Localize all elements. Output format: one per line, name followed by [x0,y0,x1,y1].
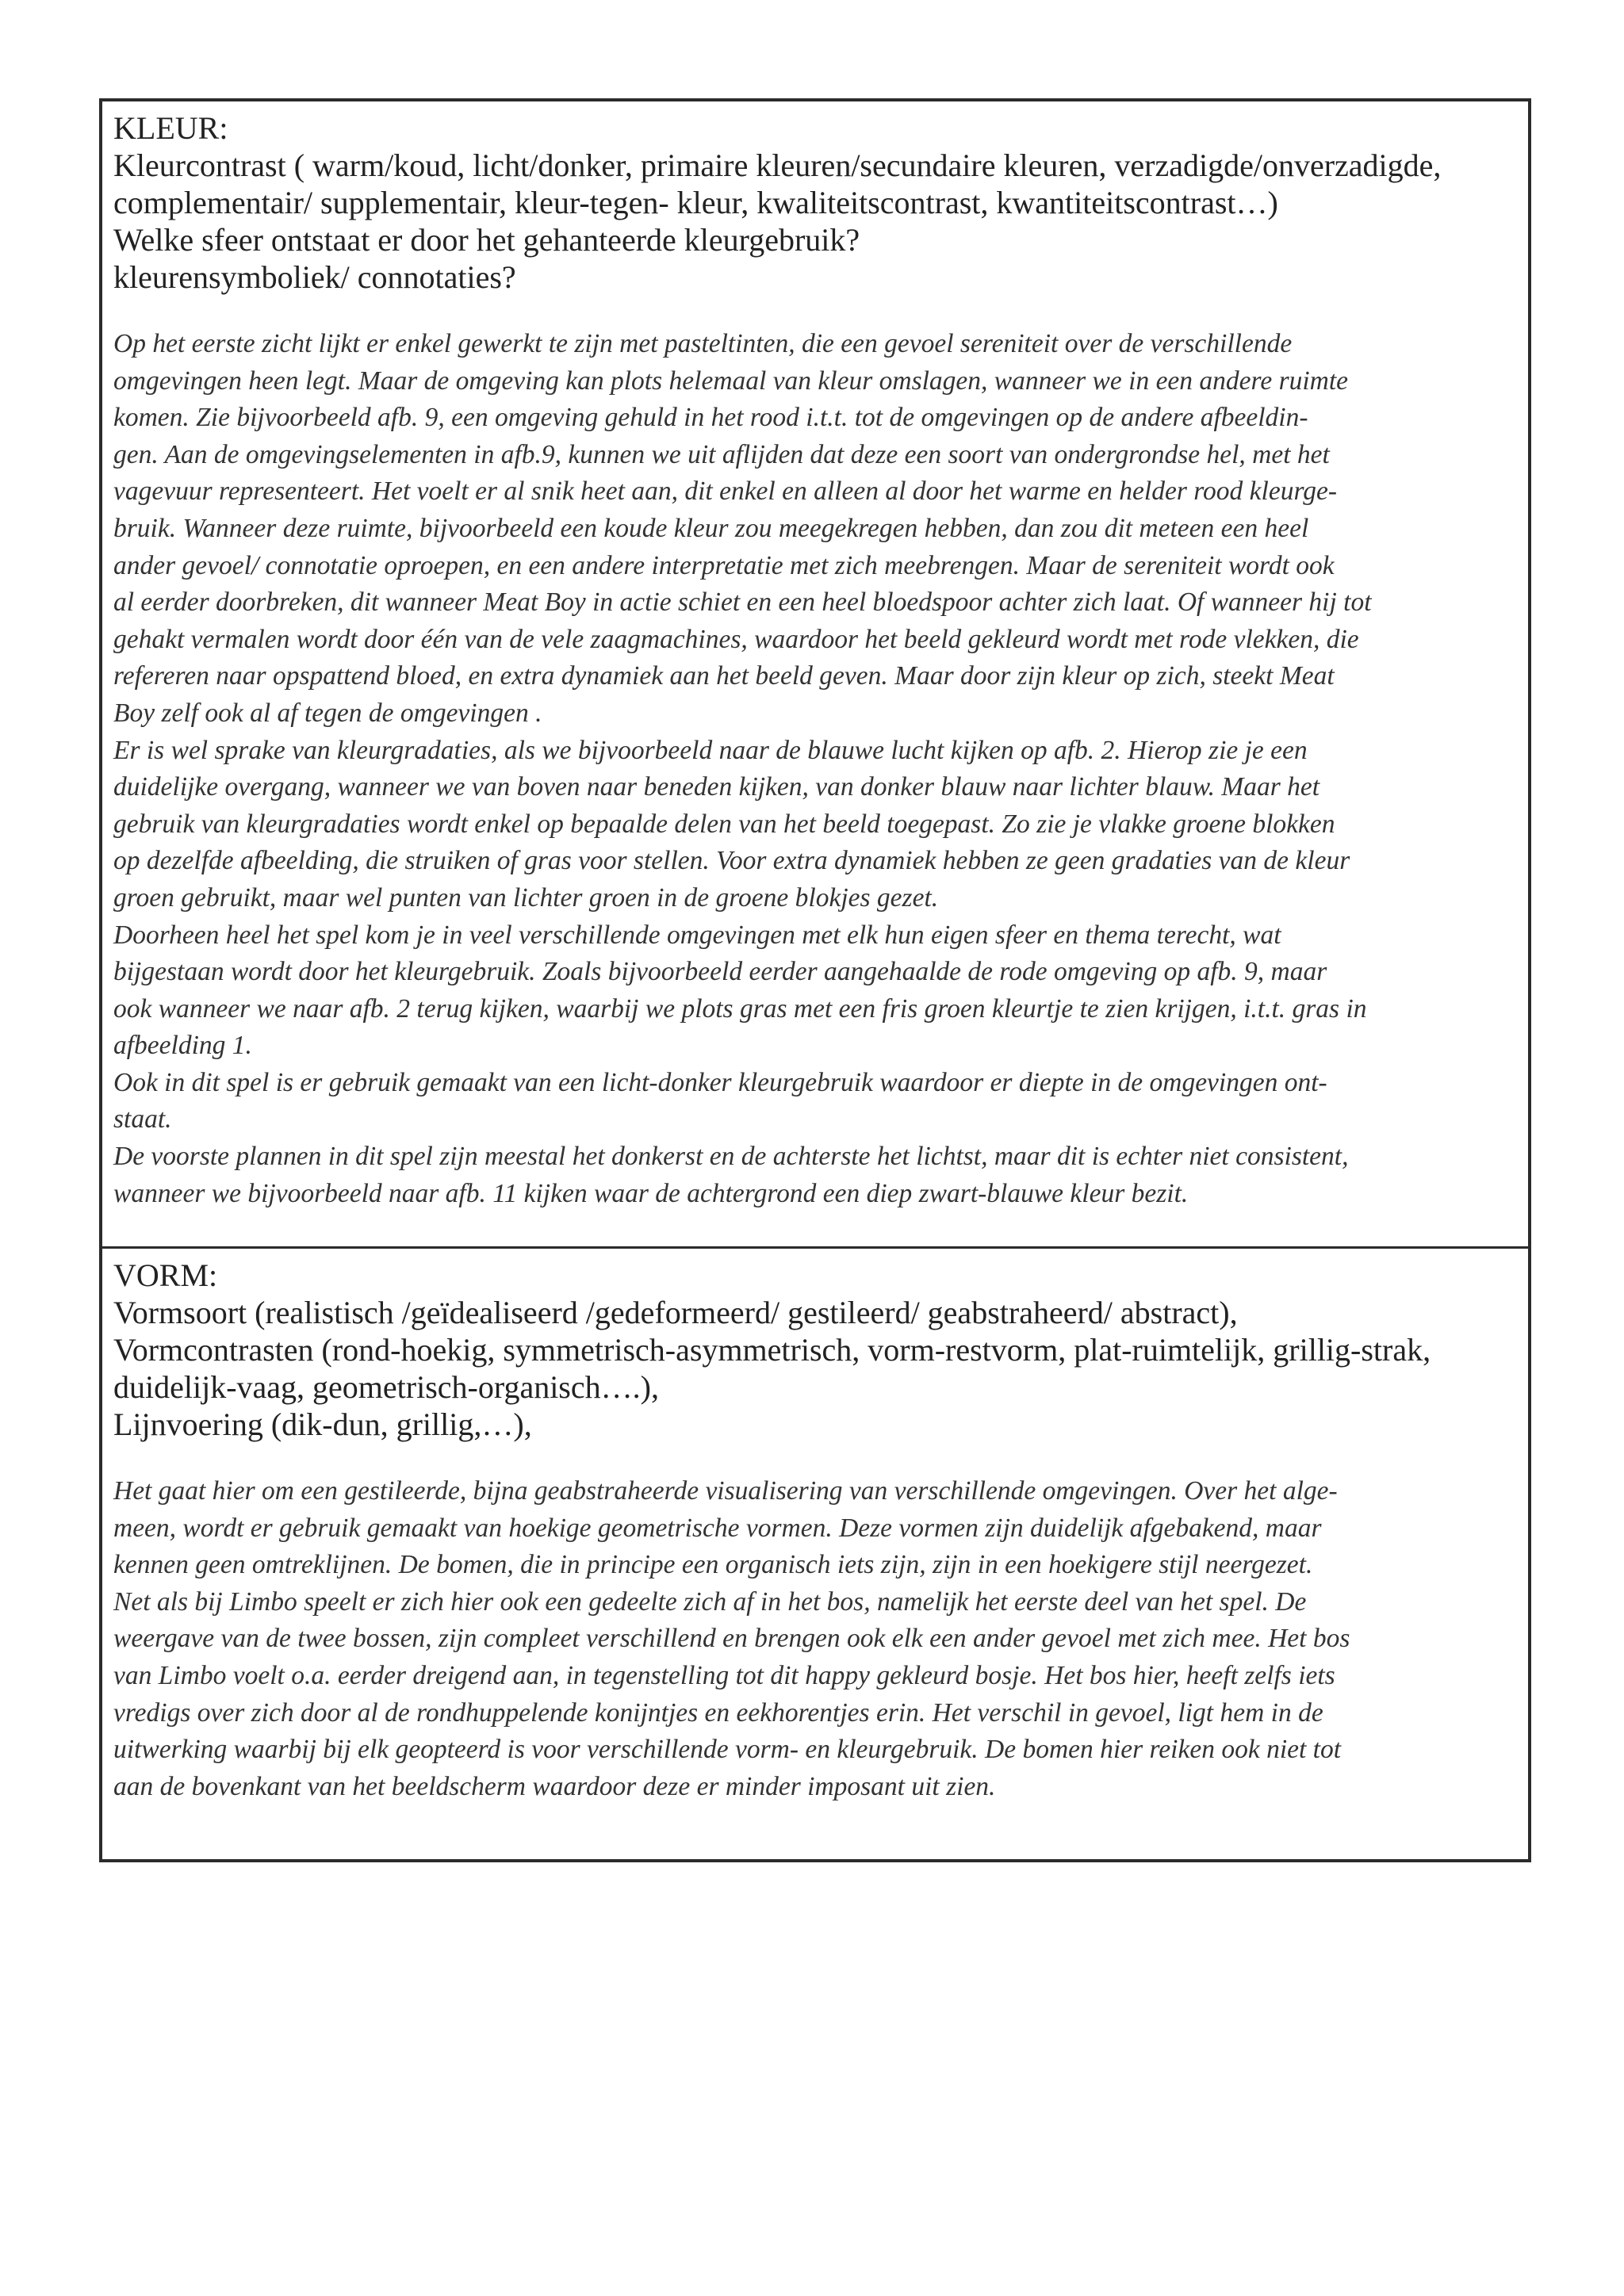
kleur-body-line: gehakt vermalen wordt door één van de vele zaagmachines, waardoor het beeld gekleurd wordt met rode vlekken, die [113,624,1359,654]
kleur-body-line: komen. Zie bijvoorbeeld afb. 9, een omgeving gehuld in het rood i.t.t. tot de omgevingen op de andere afbeeldin- [113,403,1308,433]
kleur-body-line: Boy zelf ook al af tegen de omgevingen . [113,698,542,728]
kleur-body-line: Er is wel sprake van kleurgradaties, als we bijvoorbeeld naar de blauwe lucht kijken op afb. 2. Hierop zie je een [113,735,1308,765]
kleur-body-line: bruik. Wanneer deze ruimte, bijvoorbeeld een koude kleur zou meegekregen hebben, dan zou dit meteen een heel [113,513,1309,543]
vorm-heading-title: VORM: [113,1257,218,1293]
vorm-section [102,1249,1528,1859]
vorm-heading-line: Vormcontrasten (rond-hoekig, symmetrisch-asymmetrisch, vorm-restvorm, plat-ruimtelijk, grillig-strak, [113,1332,1431,1368]
vorm-heading-line: duidelijk-vaag, geometrisch-organisch….), [113,1369,659,1405]
kleur-body-line: vagevuur representeert. Het voelt er al snik heet aan, dit enkel en alleen al door het warme en helder rood kleurge- [113,476,1338,507]
vorm-body-line: weergave van de twee bossen, zijn compleet verschillend en brengen ook elk een ander gevoel met zich mee. Het bos [113,1624,1350,1654]
vorm-body-line: meen, wordt er gebruik gemaakt van hoekige geometrische vormen. Deze vormen zijn duidelijk afgebakend, maar [113,1513,1322,1543]
kleur-body-line: wanneer we bijvoorbeeld naar afb. 11 kijken waar de achtergrond een diep zwart-blauwe kleur bezit. [113,1178,1189,1208]
kleur-heading-line: Kleurcontrast ( warm/koud, licht/donker, primaire kleuren/secundaire kleuren, verzadigde/onverzadigde, [113,147,1442,183]
vorm-body-line: vredigs over zich door al de rondhuppelende konijntjes en eekhorentjes erin. Het verschil in gevoel, ligt hem in de [113,1697,1323,1728]
kleur-body-line: ook wanneer we naar afb. 2 terug kijken, waarbij we plots gras met een fris groen kleurtje te zien krijgen, i.t.t. gras in [113,993,1367,1024]
kleur-heading-line: Welke sfeer ontstaat er door het gehanteerde kleurgebruik? [113,222,860,258]
kleur-body-line: Op het eerste zicht lijkt er enkel gewerkt te zijn met pasteltinten, die een gevoel sereniteit over de verschillende [113,329,1293,358]
vorm-heading-line: Lijnvoering (dik-dun, grillig,…), [113,1406,532,1442]
kleur-section [102,101,1528,1249]
kleur-body-line: De voorste plannen in dit spel zijn meestal het donkerst en de achterste het lichtst, maar dit is echter niet consistent, [113,1142,1349,1172]
vorm-body-line: van Limbo voelt o.a. eerder dreigend aan, in tegenstelling tot dit happy gekleurd bosje. Het bos hier, heeft zelfs iets [113,1660,1335,1690]
vorm-heading-line: Vormsoort (realistisch /geïdealiseerd /gedeformeerd/ gestileerd/ geabstraheerd/ abstract), [113,1295,1238,1330]
vorm-body-line: Het gaat hier om een gestileerde, bijna geabstraheerde visualisering van verschillende omgevingen. Over het alge- [113,1476,1338,1506]
kleur-body-line: al eerder doorbreken, dit wanneer Meat Boy in actie schiet en een heel bloedspoor achter zich laat. Of wanneer hij tot [113,587,1372,618]
vorm-body-line: aan de bovenkant van het beeldscherm waardoor deze er minder imposant uit zien. [113,1771,996,1801]
kleur-body-line: Ook in dit spel is er gebruik gemaakt van een licht-donker kleurgebruik waardoor er diepte in de omgevingen ont- [113,1067,1327,1097]
kleur-body-line: omgevingen heen legt. Maar de omgeving kan plots helemaal van kleur omslagen, wanneer we in een andere ruimte [113,365,1349,396]
table-frame [99,98,1531,1862]
kleur-body-line: groen gebruikt, maar wel punten van lichter groen in de groene blokjes gezet. [113,882,939,913]
vorm-body-line: kennen geen omtreklijnen. De bomen, die in principe een organisch iets zijn, zijn in een hoekigere stijl neergezet. [113,1550,1313,1580]
kleur-heading-line: complementair/ supplementair, kleur-tegen- kleur, kwaliteitscontrast, kwantiteitscontrast…) [113,185,1278,220]
kleur-body-line: gebruik van kleurgradaties wordt enkel op bepaalde delen van het beeld toegepast. Zo zie je vlakke groene blokken [113,809,1335,839]
kleur-body-line: bijgestaan wordt door het kleurgebruik. Zoals bijvoorbeeld eerder aangehaalde de rode omgeving op afb. 9, maar [113,957,1327,987]
kleur-body-line: afbeelding 1. [113,1031,252,1061]
vorm-body-line: Net als bij Limbo speelt er zich hier ook een gedeelte zich af in het bos, namelijk het eerste deel van het spel. De [113,1586,1307,1617]
kleur-body-line: op dezelfde afbeelding, die struiken of gras voor stellen. Voor extra dynamiek hebben ze geen gradaties van de kleur [113,846,1350,876]
kleur-heading-title: KLEUR: [113,110,228,146]
kleur-body-line: duidelijke overgang, wanneer we van boven naar beneden kijken, van donker blauw naar lichter blauw. Maar het [113,772,1320,802]
kleur-heading-line: kleurensymboliek/ connotaties? [113,259,516,295]
vorm-body-line: uitwerking waarbij bij elk geopteerd is voor verschillende vorm- en kleurgebruik. De bomen hier reiken ook niet tot [113,1735,1342,1765]
kleur-body-line: gen. Aan de omgevingselementen in afb.9, kunnen we uit aflijden dat deze een soort van ondergrondse hel, met het [113,439,1330,469]
kleur-body-line: staat. [113,1104,172,1135]
kleur-body-line: Doorheen heel het spel kom je in veel verschillende omgevingen met elk hun eigen sfeer en thema terecht, wat [113,920,1281,950]
kleur-body-line: ander gevoel/ connotatie oproepen, en een andere interpretatie met zich meebrengen. Maar de sereniteit wordt ook [113,550,1335,580]
kleur-body-line: refereren naar opspattend bloed, en extra dynamiek aan het beeld geven. Maar door zijn kleur op zich, steekt Meat [113,661,1335,691]
